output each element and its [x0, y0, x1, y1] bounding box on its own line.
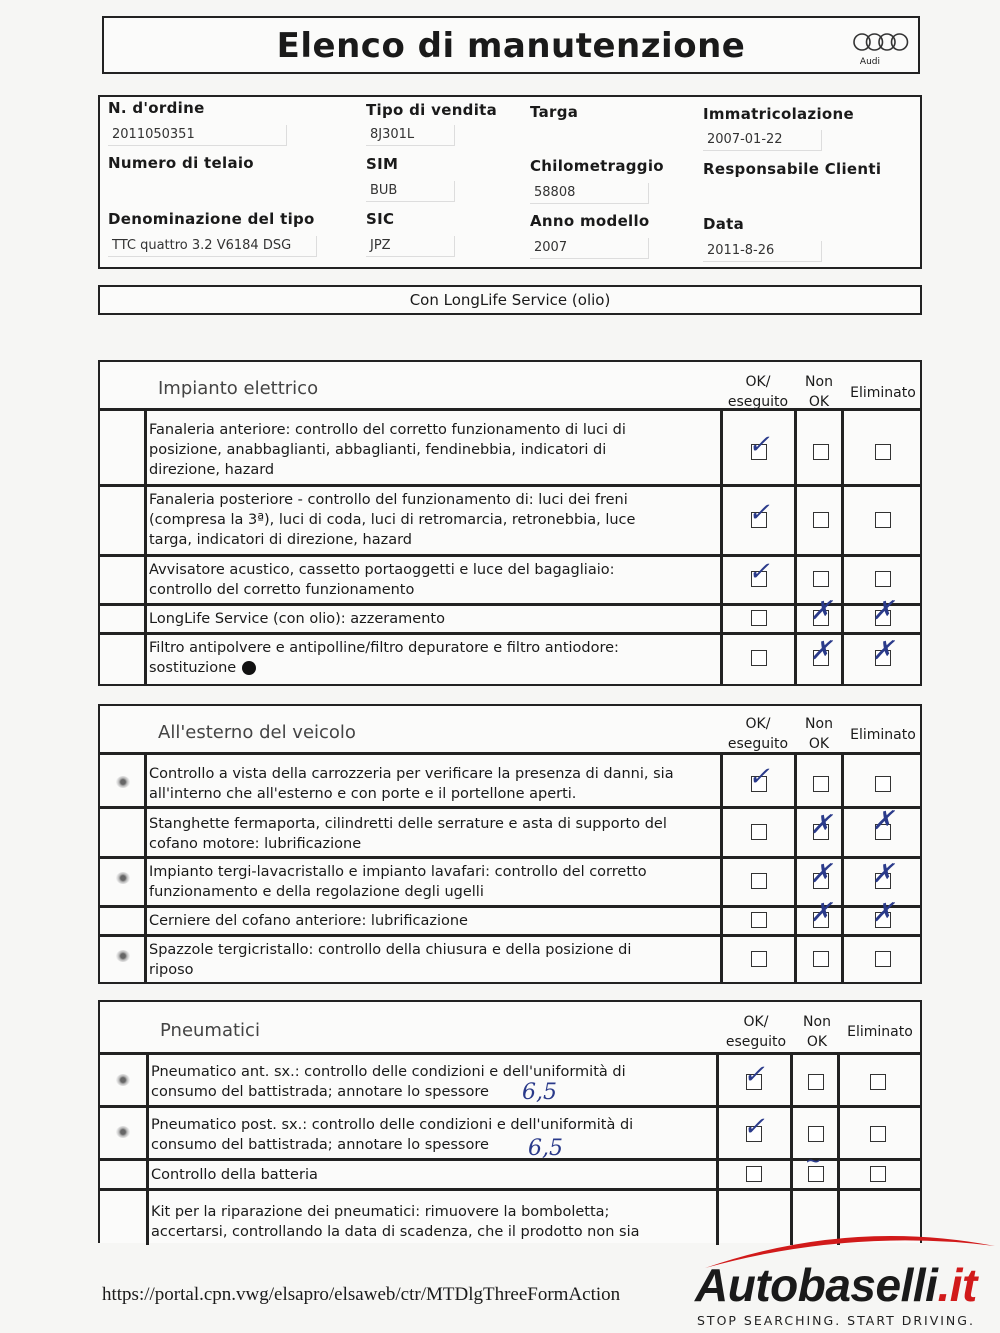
- fixed-checkbox[interactable]: [875, 512, 891, 528]
- mileage-value: 58808: [530, 183, 649, 204]
- ok-checkbox[interactable]: [751, 873, 767, 889]
- registration-label: Immatricolazione: [703, 105, 854, 123]
- row-text: Spazzole tergicristallo: controllo della chiusura e della posizione di riposo: [149, 942, 632, 978]
- service-label: Con LongLife Service (olio): [409, 291, 611, 309]
- table-row: [100, 632, 920, 635]
- col-ok-header: OK/ eseguito: [727, 374, 789, 410]
- section-title: All'esterno del veicolo: [158, 722, 356, 743]
- brand-slogan: STOP SEARCHING. START DRIVING.: [697, 1313, 975, 1328]
- fixed-checkbox[interactable]: [870, 1166, 886, 1182]
- row-text: Stanghette fermaporta, cilindretti delle serrature e asta di supporto del cofano motore: lubrificazione: [149, 816, 667, 852]
- check-mark: ~: [805, 1148, 822, 1172]
- table-row: [100, 1188, 920, 1191]
- model-type-value: TTC quattro 3.2 V6184 DSG: [108, 236, 317, 257]
- row-text: Fanaleria anteriore: controllo del corretto funzionamento di luci di posizione, anabbaglianti, abbaglianti, fendinebbia, indicatori di direzione, hazard: [149, 422, 626, 478]
- col-nonok-header: Non OK: [803, 1014, 831, 1050]
- check-mark: ✗: [810, 898, 832, 928]
- row-text: Cerniere del cofano anteriore: lubrificazione: [149, 913, 468, 929]
- fixed-checkbox[interactable]: [870, 1126, 886, 1142]
- nonok-checkbox[interactable]: [813, 951, 829, 967]
- row-text: Impianto tergi-lavacristallo e impianto lavafari: controllo del corretto funzionamento e della regolazione degli ugelli: [149, 864, 647, 900]
- vehicle-info-box: [98, 95, 922, 269]
- check-mark: ✓: [743, 1112, 765, 1142]
- ok-checkbox[interactable]: [751, 610, 767, 626]
- optional-bullet-icon: [116, 776, 130, 788]
- check-mark: ✗: [872, 898, 894, 928]
- section-electrical: [98, 360, 922, 686]
- optional-bullet-icon: [116, 950, 130, 962]
- table-row: [100, 554, 920, 557]
- tread-depth-note: 6,5: [522, 1080, 557, 1105]
- col-fixed-header: Eliminato: [847, 1024, 913, 1040]
- table-row: [100, 408, 920, 411]
- row-text: Filtro antipolvere e antipolline/filtro depuratore e filtro antiodore: sostituzione: [149, 640, 619, 676]
- check-mark: ✗: [810, 636, 832, 666]
- check-mark: ✗: [872, 596, 894, 626]
- table-row: [100, 1105, 920, 1108]
- model-year-label: Anno modello: [530, 212, 650, 230]
- section-title: Pneumatici: [160, 1020, 260, 1041]
- fixed-checkbox[interactable]: [875, 951, 891, 967]
- tread-depth-note: 6,5: [528, 1136, 563, 1161]
- fixed-checkbox[interactable]: [875, 776, 891, 792]
- row-text: Pneumatico ant. sx.: controllo delle condizioni e dell'uniformità di consumo del battistrada; annotare lo spessore: [151, 1064, 626, 1100]
- optional-bullet-icon: [116, 1074, 130, 1086]
- nonok-checkbox[interactable]: [813, 444, 829, 460]
- mandatory-dot-icon: [242, 661, 256, 675]
- check-mark: ✓: [748, 498, 770, 528]
- model-year-value: 2007: [530, 238, 649, 259]
- table-row: [100, 752, 920, 755]
- sim-value: BUB: [366, 181, 455, 202]
- fixed-checkbox[interactable]: [870, 1074, 886, 1090]
- col-nonok-header: Non OK: [805, 716, 833, 752]
- row-text: LongLife Service (con olio): azzeramento: [149, 611, 445, 627]
- check-mark: ✗: [810, 859, 832, 889]
- table-row: [100, 905, 920, 908]
- audi-label: Audi: [859, 57, 880, 67]
- sic-value: JPZ: [366, 236, 455, 257]
- optional-bullet-icon: [116, 872, 130, 884]
- nonok-checkbox[interactable]: [808, 1074, 824, 1090]
- nonok-checkbox[interactable]: [813, 512, 829, 528]
- page-title: Elenco di manutenzione: [276, 26, 746, 66]
- registration-value: 2007-01-22: [703, 130, 822, 151]
- ok-checkbox[interactable]: [746, 1166, 762, 1182]
- check-mark: ✗: [872, 859, 894, 889]
- table-row: [100, 603, 920, 606]
- col-ok-header: OK/ eseguito: [727, 716, 789, 752]
- plate-label: Targa: [530, 103, 579, 121]
- mileage-label: Chilometraggio: [530, 157, 664, 175]
- sic-label: SIC: [366, 210, 395, 228]
- row-text: Pneumatico post. sx.: controllo delle condizioni e dell'uniformità di consumo del battistrada; annotare lo spessore: [151, 1117, 634, 1153]
- ok-checkbox[interactable]: [751, 824, 767, 840]
- ok-checkbox[interactable]: [751, 951, 767, 967]
- row-text: Controllo a vista della carrozzeria per verificare la presenza di danni, sia all'interno che all'esterno e con porte e il portellone aperti.: [149, 766, 674, 802]
- title-box: [102, 16, 920, 74]
- table-row: [100, 1158, 920, 1161]
- ok-checkbox[interactable]: [751, 912, 767, 928]
- table-row: [100, 484, 920, 487]
- table-row: [100, 856, 920, 859]
- check-mark: ✓: [743, 1060, 765, 1090]
- check-mark: ✗: [872, 806, 894, 836]
- section-tires: [98, 1000, 922, 1243]
- audi-rings-icon: [852, 32, 910, 52]
- check-mark: ✓: [748, 557, 770, 587]
- table-row: [100, 1052, 920, 1055]
- ok-checkbox[interactable]: [751, 650, 767, 666]
- chassis-label: Numero di telaio: [108, 154, 254, 172]
- brand-logo: Autobaselli.it: [695, 1259, 977, 1311]
- section-exterior: [98, 704, 922, 984]
- row-text: Controllo della batteria: [151, 1167, 318, 1183]
- row-text: Fanaleria posteriore - controllo del funzionamento di: luci dei freni (compresa la 3ª), luci di coda, luci di retromarcia, retronebbia, luce targa, indicatori di direzione, hazard: [149, 492, 636, 548]
- date-label: Data: [703, 215, 745, 233]
- check-mark: ✓: [748, 762, 770, 792]
- sale-type-value: 8J301L: [366, 125, 455, 146]
- col-fixed-header: Eliminato: [850, 385, 916, 401]
- fixed-checkbox[interactable]: [875, 444, 891, 460]
- model-type-label: Denominazione del tipo: [108, 210, 315, 228]
- nonok-checkbox[interactable]: [813, 776, 829, 792]
- row-text: Kit per la riparazione dei pneumatici: rimuovere la bomboletta; accertarsi, controllando la data di scadenza, che il prodotto non sia: [151, 1204, 640, 1240]
- col-fixed-header: Eliminato: [850, 727, 916, 743]
- row-text: Avvisatore acustico, cassetto portaoggetti e luce del bagagliaio: controllo del corretto funzionamento: [149, 562, 615, 598]
- table-row: [100, 806, 920, 809]
- optional-bullet-icon: [116, 1126, 130, 1138]
- sim-label: SIM: [366, 155, 399, 173]
- col-nonok-header: Non OK: [805, 374, 833, 410]
- source-url: https://portal.cpn.vwg/elsapro/elsaweb/ctr/MTDlgThreeFormAction: [102, 1284, 621, 1305]
- table-row: [100, 934, 920, 937]
- nonok-checkbox[interactable]: [813, 571, 829, 587]
- customer-manager-label: Responsabile Clienti: [703, 160, 882, 178]
- fixed-checkbox[interactable]: [875, 571, 891, 587]
- col-ok-header: OK/ eseguito: [725, 1014, 787, 1050]
- longlife-service-banner: [98, 285, 922, 315]
- order-value: 2011050351: [108, 125, 287, 146]
- nonok-checkbox[interactable]: [808, 1126, 824, 1142]
- check-mark: ✗: [872, 636, 894, 666]
- check-mark: ✓: [748, 430, 770, 460]
- order-label: N. d'ordine: [108, 99, 205, 117]
- check-mark: ✗: [810, 596, 832, 626]
- date-value: 2011-8-26: [703, 241, 822, 262]
- section-title: Impianto elettrico: [158, 378, 319, 399]
- check-mark: ✗: [810, 810, 832, 840]
- sale-type-label: Tipo di vendita: [366, 101, 498, 119]
